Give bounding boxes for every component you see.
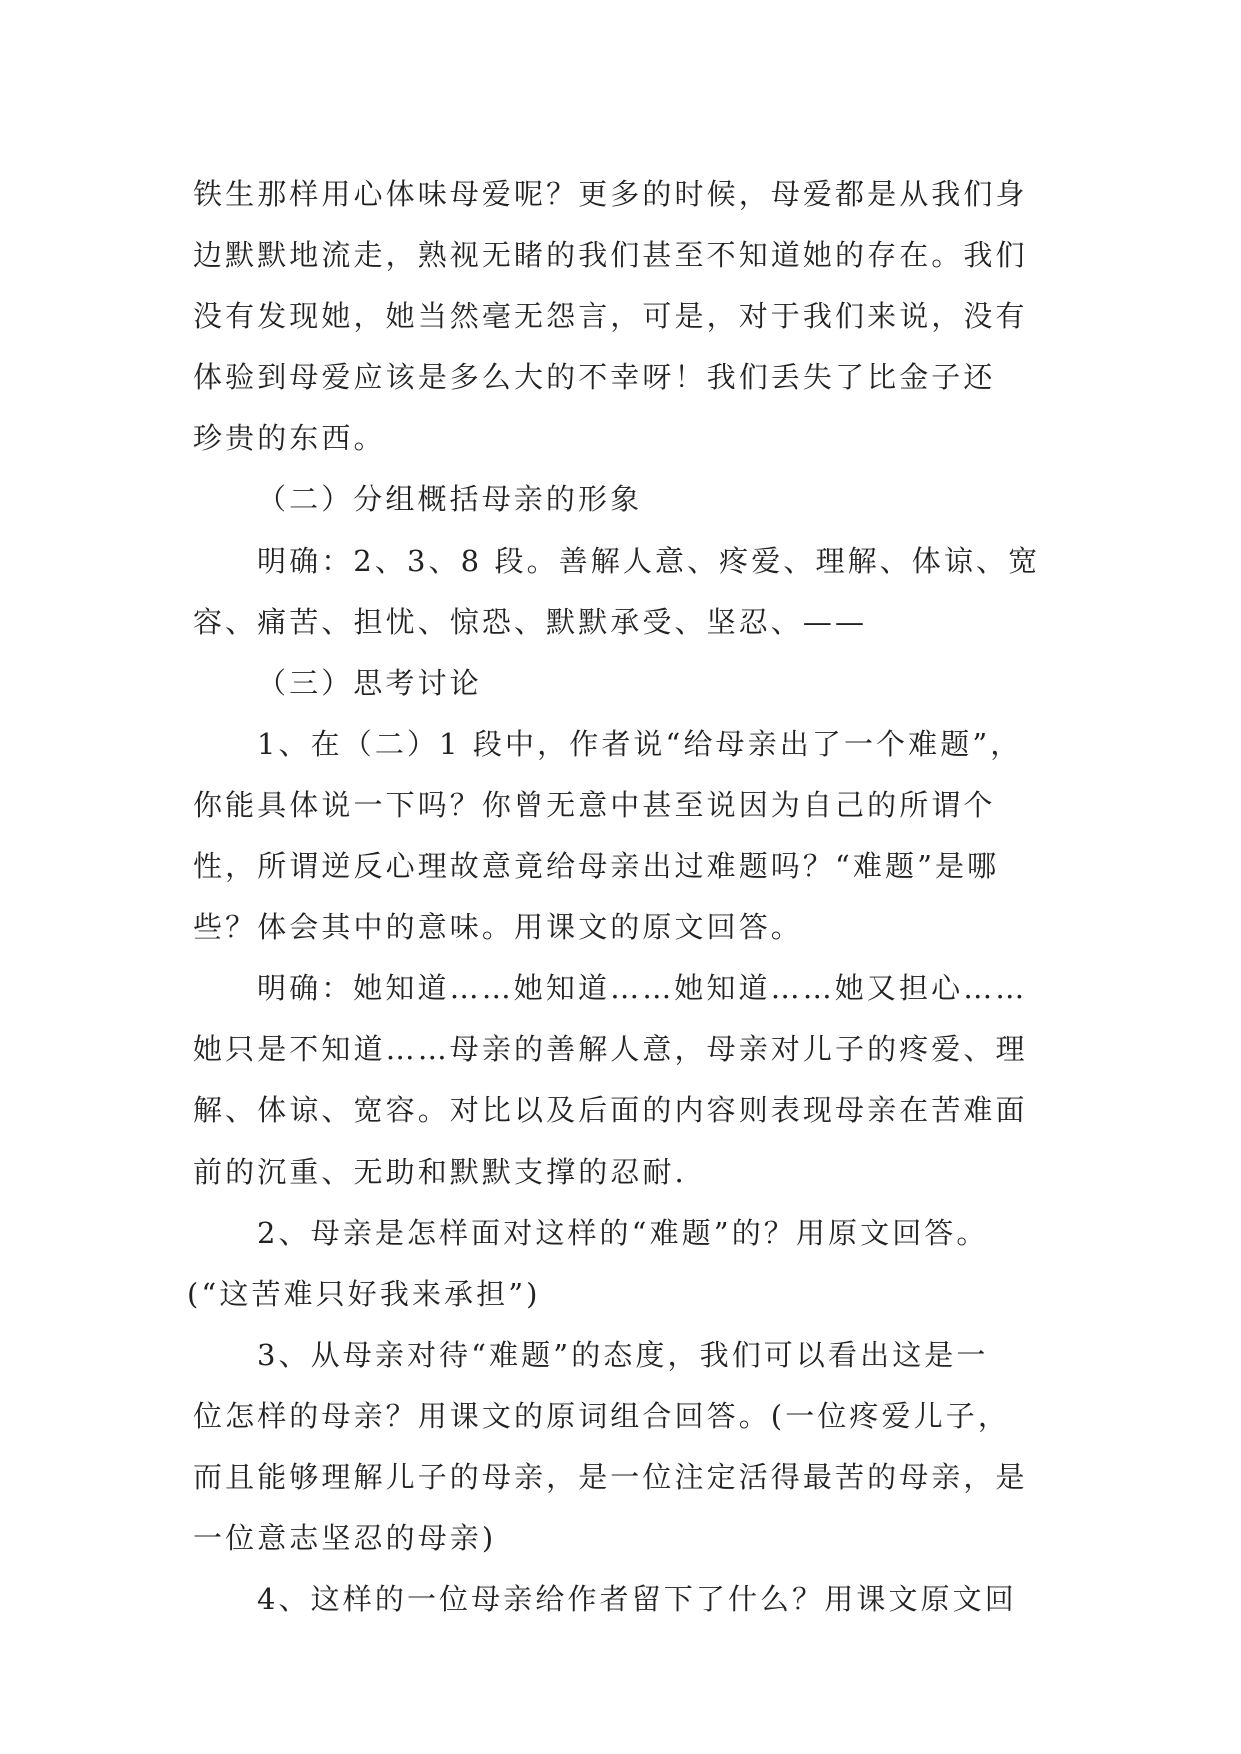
text-line: 性，所谓逆反心理故意竟给母亲出过难题吗？“难题”是哪 bbox=[193, 849, 1000, 884]
text-line: 2、母亲是怎样面对这样的“难题”的？用原文回答。 bbox=[257, 1215, 989, 1250]
text-line: 边默默地流走，熟视无睹的我们甚至不知道她的存在。我们 bbox=[193, 238, 1028, 273]
text-line: 1、在（二）1 段中，作者说“给母亲出了一个难题”， bbox=[257, 726, 1023, 761]
section-heading bbox=[193, 653, 1053, 714]
text-line: 容、痛苦、担忧、惊恐、默默承受、坚忍、—— bbox=[193, 604, 868, 639]
paragraph bbox=[193, 1325, 1053, 1569]
text-line: 前的沉重、无助和默默支撑的忍耐. bbox=[193, 1154, 687, 1189]
paragraph bbox=[187, 1203, 1053, 1325]
text-line: 一位意志坚忍的母亲) bbox=[193, 1521, 497, 1556]
text-line: （二）分组概括母亲的形象 bbox=[257, 482, 643, 517]
text-line: 而且能够理解儿子的母亲，是一位注定活得最苦的母亲，是 bbox=[193, 1459, 1028, 1494]
text-line: 解、体谅、宽容。对比以及后面的内容则表现母亲在苦难面 bbox=[193, 1093, 1028, 1128]
text-line: 你能具体说一下吗？你曾无意中甚至说因为自己的所谓个 bbox=[193, 787, 996, 822]
paragraph bbox=[193, 164, 1053, 469]
text-line: 珍贵的东西。 bbox=[193, 421, 386, 456]
text-line: (“这苦难只好我来承担”) bbox=[187, 1276, 541, 1311]
paragraph bbox=[193, 958, 1053, 1202]
text-line: 体验到母爱应该是多么大的不幸呀！我们丢失了比金子还 bbox=[193, 360, 996, 395]
text-line: 位怎样的母亲？用课文的原词组合回答。(一位疼爱儿子， bbox=[193, 1398, 1010, 1433]
text-line: 3、从母亲对待“难题”的态度，我们可以看出这是一 bbox=[257, 1337, 989, 1372]
text-line: 铁生那样用心体味母爱呢？更多的时候，母爱都是从我们身 bbox=[193, 177, 1028, 211]
text-line: 些？体会其中的意味。用课文的原文回答。 bbox=[193, 910, 803, 945]
text-line: 明确：她知道……她知道……她知道……她又担心…… bbox=[257, 971, 1028, 1006]
paragraph bbox=[193, 1569, 1053, 1630]
text-line: 明确：2、3、8 段。善解人意、疼爱、理解、体谅、宽 bbox=[257, 543, 1041, 578]
document-text bbox=[187, 164, 1053, 1630]
paragraph bbox=[193, 531, 1053, 653]
section-heading bbox=[193, 469, 1053, 530]
paragraph bbox=[193, 714, 1053, 958]
text-line: 4、这样的一位母亲给作者留下了什么？用课文原文回 bbox=[257, 1582, 1017, 1617]
text-line: 没有发现她，她当然毫无怨言，可是，对于我们来说，没有 bbox=[193, 299, 1028, 334]
text-line: （三）思考讨论 bbox=[257, 665, 482, 700]
text-line: 她只是不知道……母亲的善解人意，母亲对儿子的疼爱、理 bbox=[193, 1032, 1028, 1067]
